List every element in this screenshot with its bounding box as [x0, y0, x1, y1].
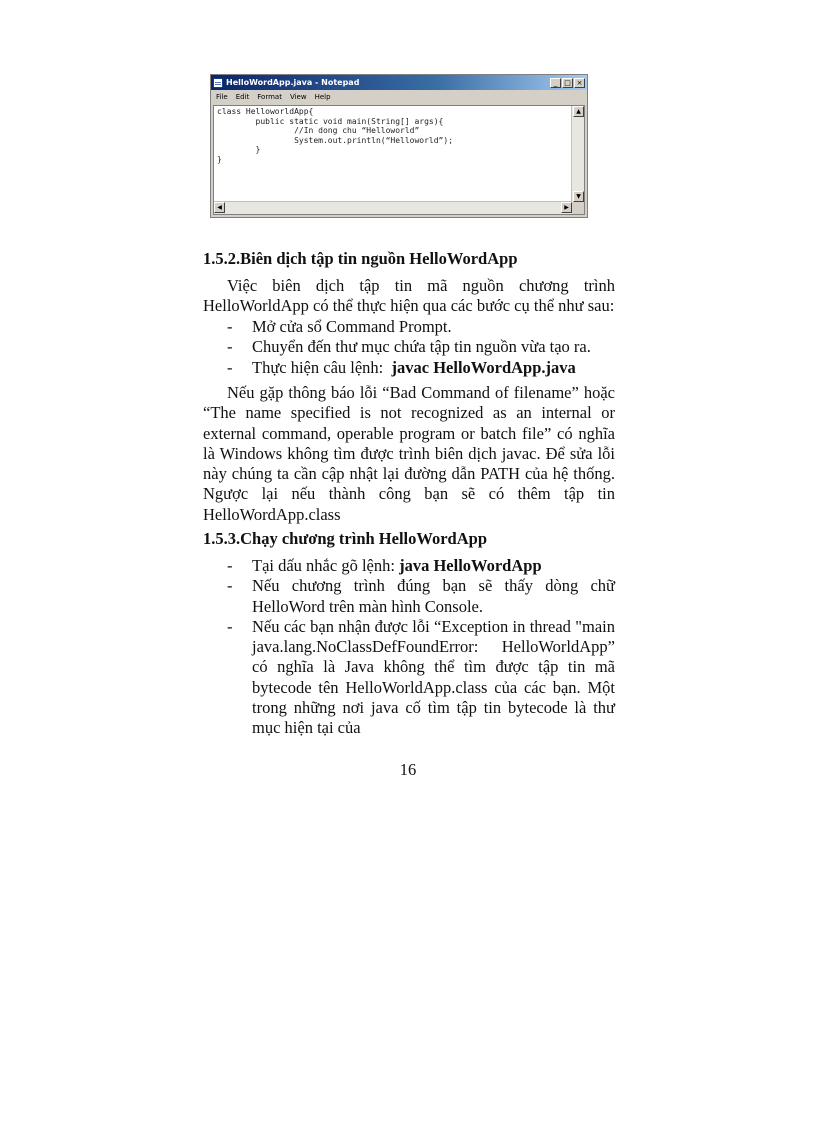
list-marker: - [227, 556, 233, 575]
notepad-app-icon [213, 78, 223, 88]
error-paragraph-text: Nếu gặp thông báo lỗi “Bad Command of filename” hoặc “The name specified is not recognized as an internal or external command, operable program or batch file” có nghĩa là Windows không tìm được trình biên dịch javac. Để sửa lỗi này chúng ta cần cập nhật lại đường dẫn PATH của hệ thống. Ngược lại nếu thành công bạn sẽ có thêm tập tin HelloWordApp.class [203, 383, 615, 524]
list-item-text: Chuyển đến thư mục chứa tập tin nguồn vừa tạo ra. [252, 337, 591, 357]
list-marker: - [227, 337, 233, 357]
list-item [203, 576, 615, 617]
list-item-text: Thực hiện câu lệnh: [252, 357, 384, 377]
page-number: 16 [399, 760, 417, 779]
scroll-down-icon[interactable]: ▼ [573, 191, 584, 202]
minimize-icon[interactable]: _ [550, 78, 561, 88]
notepad-code: class HelloworldApp{ public static void main(String[] args){ //In dong chu “Helloworld” System.out.println(“Helloworld”); } } [217, 107, 454, 164]
list-item [203, 317, 615, 337]
javac-command: javac HelloWordApp.java [391, 357, 576, 377]
maximize-icon[interactable]: □ [562, 78, 573, 88]
close-icon[interactable]: × [574, 78, 585, 88]
notepad-title-bar [211, 75, 587, 90]
list-item-text: Nếu các bạn nhận được lỗi “Exception in thread "main java.lang.NoClassDefFoundError: HelloWorldApp” có nghĩa là Java không thể tìm được tập tin mã bytecode tên HelloWorldApp.class của các bạn. Một trong những nơi java cố tìm tập tin bytecode là thư mục hiện tại của [252, 616, 615, 738]
list-item [203, 617, 615, 739]
notepad-title: HelloWordApp.java - Notepad [226, 78, 360, 87]
menu-help[interactable]: Help [314, 92, 331, 101]
window-controls [550, 78, 585, 88]
list-marker: - [227, 576, 233, 596]
horizontal-scrollbar[interactable] [214, 201, 572, 214]
notepad-menu-bar [211, 90, 587, 103]
error-paragraph [203, 383, 615, 525]
menu-view[interactable]: View [289, 92, 307, 101]
java-command: java HelloWordApp [399, 556, 542, 575]
scroll-left-icon[interactable]: ◀ [214, 202, 225, 213]
list-marker: - [227, 357, 233, 377]
notepad-editor[interactable] [213, 105, 585, 215]
list-item-text: Mở cửa sổ Command Prompt. [252, 317, 452, 336]
menu-format[interactable]: Format [257, 92, 282, 101]
vertical-scrollbar[interactable] [571, 106, 584, 202]
section-152-heading: 1.5.2.Biên dịch tập tin nguồn HelloWordApp [203, 249, 518, 268]
list-item [203, 337, 615, 357]
menu-file[interactable]: File [216, 92, 228, 101]
list-item [203, 358, 615, 378]
list-item-text: Nếu chương trình đúng bạn sẽ thấy dòng chữ HelloWord trên màn hình Console. [252, 576, 615, 616]
resize-grip-icon[interactable] [572, 202, 584, 214]
list-marker: - [227, 317, 233, 336]
menu-edit[interactable]: Edit [235, 92, 250, 101]
scroll-right-icon[interactable]: ▶ [561, 202, 572, 213]
scroll-up-icon[interactable]: ▲ [573, 106, 584, 117]
list-item-text: Tại dấu nhắc gõ lệnh: [252, 556, 395, 575]
list-item [203, 556, 615, 576]
run-steps-list [203, 556, 615, 739]
list-marker: - [227, 616, 233, 636]
notepad-window [210, 74, 588, 218]
section-152-intro [203, 276, 615, 317]
compile-steps-list [203, 317, 615, 378]
section-152-intro-text: Việc biên dịch tập tin mã nguồn chương trình HelloWorldApp có thể thực hiện qua các bước cụ thể như sau: [203, 276, 615, 316]
section-153-heading: 1.5.3.Chạy chương trình HelloWordApp [203, 529, 487, 548]
